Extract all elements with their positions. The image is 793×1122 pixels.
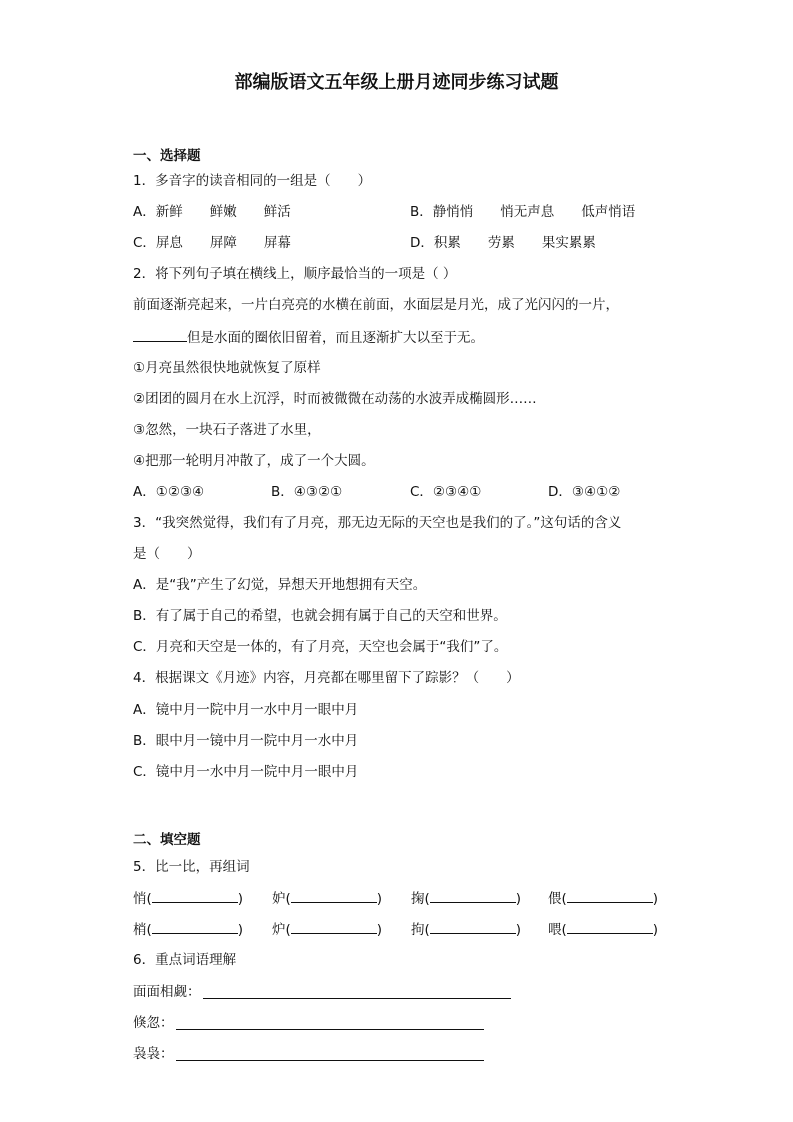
term-label: 面面相觑： bbox=[133, 984, 201, 1000]
question-2-sentence-2: ②团团的圆月在水上沉浮，时而被微微在动荡的水波弄成椭圆形…… bbox=[133, 391, 537, 407]
question-6-stem: 6．重点词语理解 bbox=[133, 952, 237, 968]
question-3-option-c: C．月亮和天空是一体的，有了月亮，天空也会属于“我们”了。 bbox=[133, 639, 508, 655]
character: 悄 bbox=[133, 891, 147, 907]
fill-blank[interactable] bbox=[152, 888, 238, 903]
answer-line[interactable] bbox=[203, 998, 511, 999]
fill-blank[interactable] bbox=[133, 327, 187, 342]
character: 偎 bbox=[548, 891, 562, 907]
fill-blank[interactable] bbox=[152, 919, 238, 934]
question-1-option-d: D．积累 劳累 果实累累 bbox=[410, 235, 596, 251]
section-heading-choice: 一、选择题 bbox=[133, 148, 201, 164]
word-group-item: 悄( ) bbox=[133, 888, 243, 909]
character: 梢 bbox=[133, 922, 147, 938]
question-4-option-b: B．眼中月一镜中月一院中月一水中月 bbox=[133, 733, 359, 749]
fill-blank[interactable] bbox=[567, 919, 653, 934]
word-group-item: 炉( ) bbox=[272, 919, 382, 940]
fill-blank[interactable] bbox=[430, 888, 516, 903]
question-2-stem: 2．将下列句子填在横线上，顺序最恰当的一项是（ ） bbox=[133, 266, 457, 282]
character: 掬 bbox=[411, 891, 425, 907]
question-3-stem-line1: 3．“我突然觉得，我们有了月亮，那无边无际的天空也是我们的了。”这句话的含义 bbox=[133, 515, 622, 531]
question-4-option-a: A．镜中月一院中月一水中月一眼中月 bbox=[133, 702, 359, 718]
question-2-passage-line2 bbox=[133, 327, 484, 348]
fill-blank[interactable] bbox=[567, 888, 653, 903]
question-5-stem: 5．比一比，再组词 bbox=[133, 859, 250, 875]
answer-line[interactable] bbox=[176, 1029, 484, 1030]
question-1-option-b: B．静悄悄 悄无声息 低声悄语 bbox=[410, 204, 636, 220]
question-2-option-a: A．①②③④ bbox=[133, 484, 205, 500]
word-group-item: 妒( ) bbox=[272, 888, 382, 909]
question-2-sentence-4: ④把那一轮明月冲散了，成了一个大圆。 bbox=[133, 453, 375, 469]
question-2-sentence-3: ③忽然，一块石子落进了水里， bbox=[133, 422, 321, 438]
question-2-option-c: C．②③④① bbox=[410, 484, 482, 500]
character: 拘 bbox=[411, 922, 425, 938]
question-3-option-b: B．有了属于自己的希望，也就会拥有属于自己的天空和世界。 bbox=[133, 608, 507, 624]
term-label: 袅袅： bbox=[133, 1046, 174, 1062]
answer-line[interactable] bbox=[176, 1060, 484, 1061]
character: 炉 bbox=[272, 922, 286, 938]
character: 妒 bbox=[272, 891, 286, 907]
word-group-item: 偎( ) bbox=[548, 888, 658, 909]
word-group-item: 喂( ) bbox=[548, 919, 658, 940]
question-4-stem: 4．根据课文《月迹》内容，月亮都在哪里留下了踪影？（ ） bbox=[133, 670, 520, 686]
question-2-sentence-1: ①月亮虽然很快地就恢复了原样 bbox=[133, 360, 321, 376]
word-group-item: 掬( ) bbox=[411, 888, 521, 909]
fill-blank[interactable] bbox=[291, 888, 377, 903]
question-1-stem: 1．多音字的读音相同的一组是（ ） bbox=[133, 173, 372, 189]
question-1-option-c: C．屏息 屏障 屏幕 bbox=[133, 235, 291, 251]
section-heading-fill: 二、填空题 bbox=[133, 832, 201, 848]
question-4-option-c: C．镜中月一水中月一院中月一眼中月 bbox=[133, 764, 359, 780]
question-2-option-b: B．④③②① bbox=[271, 484, 343, 500]
word-group-item: 拘( ) bbox=[411, 919, 521, 940]
question-3-option-a: A．是“我”产生了幻觉，异想天开地想拥有天空。 bbox=[133, 577, 427, 593]
document-title: 部编版语文五年级上册月迹同步练习试题 bbox=[234, 72, 559, 93]
fill-blank[interactable] bbox=[291, 919, 377, 934]
question-2-passage-line1: 前面逐渐亮起来，一片白亮亮的水横在前面，水面层是月光，成了光闪闪的一片， bbox=[133, 297, 619, 313]
word-group-item: 梢( ) bbox=[133, 919, 243, 940]
term-label: 倏忽： bbox=[133, 1015, 174, 1031]
question-1-option-a: A．新鲜 鲜嫩 鲜活 bbox=[133, 204, 291, 220]
question-2-option-d: D．③④①② bbox=[548, 484, 621, 500]
question-2-passage-text: 但是水面的圈依旧留着，而且逐渐扩大以至于无。 bbox=[187, 330, 484, 346]
character: 喂 bbox=[548, 922, 562, 938]
fill-blank[interactable] bbox=[430, 919, 516, 934]
question-3-stem-line2: 是（ ） bbox=[133, 546, 201, 562]
